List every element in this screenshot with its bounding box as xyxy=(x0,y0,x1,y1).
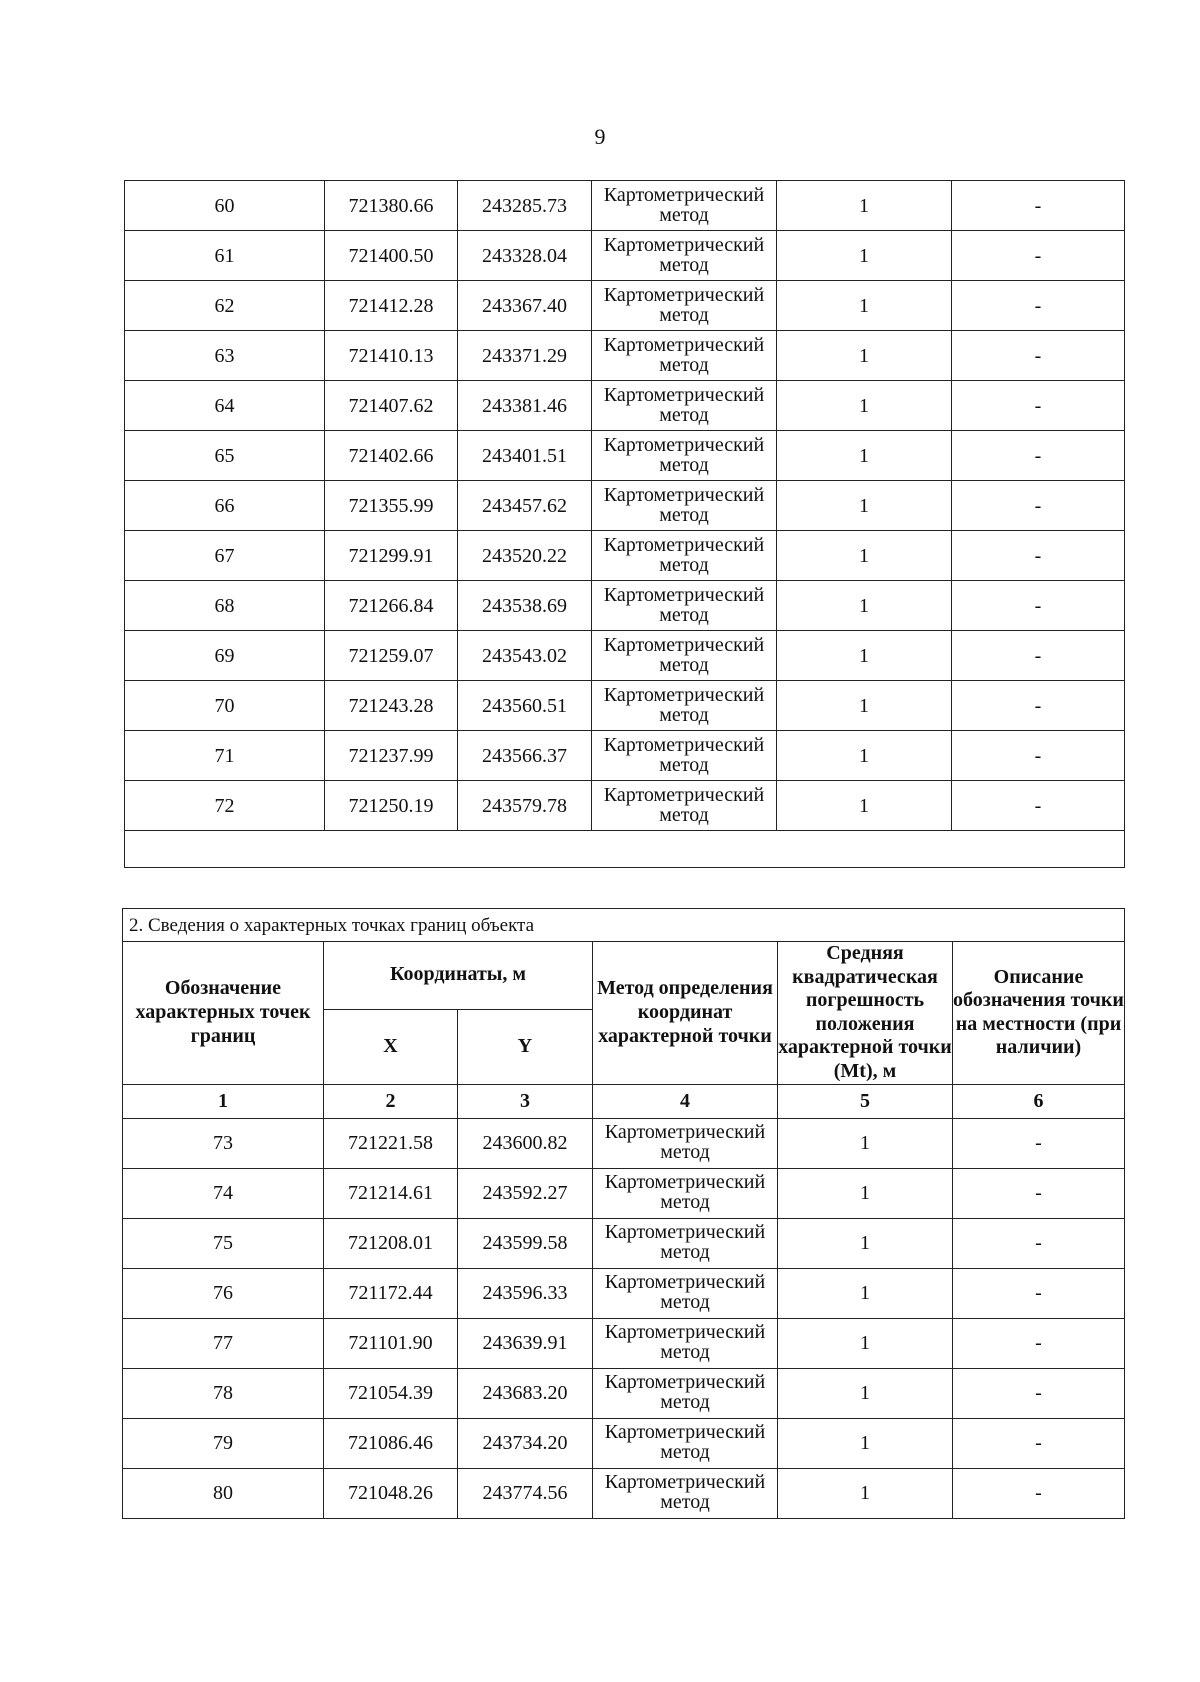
point-number-cell: 69 xyxy=(125,631,325,681)
error-cell: 1 xyxy=(778,1418,953,1468)
description-cell: - xyxy=(952,531,1125,581)
method-cell: Картометрический метод xyxy=(593,1368,778,1418)
table-row xyxy=(125,381,1125,431)
description-cell: - xyxy=(952,481,1125,531)
point-number-cell: 61 xyxy=(125,231,325,281)
description-cell: - xyxy=(952,431,1125,481)
coord-x-cell: 721266.84 xyxy=(325,581,458,631)
table-row xyxy=(125,331,1125,381)
column-number: 6 xyxy=(953,1084,1125,1118)
coord-x-cell: 721214.61 xyxy=(324,1168,458,1218)
table-row xyxy=(125,581,1125,631)
method-cell: Картометрический метод xyxy=(593,1218,778,1268)
coord-x-cell: 721410.13 xyxy=(325,331,458,381)
method-cell: Картометрический метод xyxy=(592,181,777,231)
point-number-cell: 71 xyxy=(125,731,325,781)
table-row xyxy=(125,231,1125,281)
error-cell: 1 xyxy=(778,1168,953,1218)
coord-x-cell: 721101.90 xyxy=(324,1318,458,1368)
point-number-cell: 77 xyxy=(123,1318,324,1368)
method-cell: Картометрический метод xyxy=(592,231,777,281)
header-x: X xyxy=(324,1009,458,1084)
point-number-cell: 79 xyxy=(123,1418,324,1468)
coordinates-table-continued xyxy=(124,180,1125,868)
table-row xyxy=(125,281,1125,331)
header-y: Y xyxy=(458,1009,593,1084)
description-cell: - xyxy=(953,1268,1125,1318)
description-cell: - xyxy=(952,281,1125,331)
table-row xyxy=(123,1268,1125,1318)
table-row xyxy=(125,481,1125,531)
coord-y-cell: 243599.58 xyxy=(458,1218,593,1268)
point-number-cell: 72 xyxy=(125,781,325,831)
method-cell: Картометрический метод xyxy=(592,331,777,381)
description-cell: - xyxy=(952,181,1125,231)
coord-y-cell: 243538.69 xyxy=(458,581,592,631)
coord-x-cell: 721299.91 xyxy=(325,531,458,581)
description-cell: - xyxy=(953,1418,1125,1468)
table2-body xyxy=(123,1118,1125,1518)
method-cell: Картометрический метод xyxy=(592,531,777,581)
error-cell: 1 xyxy=(777,231,952,281)
table-row xyxy=(125,731,1125,781)
method-cell: Картометрический метод xyxy=(592,431,777,481)
method-cell: Картометрический метод xyxy=(593,1418,778,1468)
error-cell: 1 xyxy=(777,681,952,731)
table-row xyxy=(123,1418,1125,1468)
error-cell: 1 xyxy=(777,181,952,231)
coord-x-cell: 721250.19 xyxy=(325,781,458,831)
coord-y-cell: 243285.73 xyxy=(458,181,592,231)
column-number: 4 xyxy=(593,1084,778,1118)
table-row xyxy=(125,531,1125,581)
table-row xyxy=(123,1168,1125,1218)
column-number: 2 xyxy=(324,1084,458,1118)
table-row xyxy=(125,431,1125,481)
coord-y-cell: 243367.40 xyxy=(458,281,592,331)
point-number-cell: 74 xyxy=(123,1168,324,1218)
header-method: Метод определения координат характерной точки xyxy=(593,942,778,1085)
description-cell: - xyxy=(953,1468,1125,1518)
error-cell: 1 xyxy=(778,1268,953,1318)
method-cell: Картометрический метод xyxy=(592,731,777,781)
error-cell: 1 xyxy=(777,581,952,631)
coord-x-cell: 721259.07 xyxy=(325,631,458,681)
empty-cell xyxy=(125,831,1125,868)
description-cell: - xyxy=(952,581,1125,631)
error-cell: 1 xyxy=(778,1318,953,1368)
coord-y-cell: 243579.78 xyxy=(458,781,592,831)
method-cell: Картометрический метод xyxy=(593,1318,778,1368)
coord-y-cell: 243639.91 xyxy=(458,1318,593,1368)
method-cell: Картометрический метод xyxy=(593,1168,778,1218)
method-cell: Картометрический метод xyxy=(592,281,777,331)
error-cell: 1 xyxy=(777,381,952,431)
table-title: 2. Сведения о характерных точках границ объекта xyxy=(123,909,1125,942)
coord-y-cell: 243328.04 xyxy=(458,231,592,281)
header-description: Описание обозначения точки на местности (при наличии) xyxy=(953,942,1125,1085)
error-cell: 1 xyxy=(777,331,952,381)
coord-x-cell: 721086.46 xyxy=(324,1418,458,1468)
point-number-cell: 60 xyxy=(125,181,325,231)
coord-x-cell: 721208.01 xyxy=(324,1218,458,1268)
point-number-cell: 64 xyxy=(125,381,325,431)
description-cell: - xyxy=(952,731,1125,781)
method-cell: Картометрический метод xyxy=(592,381,777,431)
coord-y-cell: 243683.20 xyxy=(458,1368,593,1418)
table-row xyxy=(125,181,1125,231)
description-cell: - xyxy=(953,1368,1125,1418)
point-number-cell: 62 xyxy=(125,281,325,331)
point-number-cell: 68 xyxy=(125,581,325,631)
method-cell: Картометрический метод xyxy=(593,1268,778,1318)
error-cell: 1 xyxy=(778,1368,953,1418)
method-cell: Картометрический метод xyxy=(593,1468,778,1518)
coord-x-cell: 721054.39 xyxy=(324,1368,458,1418)
description-cell: - xyxy=(953,1318,1125,1368)
method-cell: Картометрический метод xyxy=(592,781,777,831)
coord-x-cell: 721243.28 xyxy=(325,681,458,731)
coord-y-cell: 243592.27 xyxy=(458,1168,593,1218)
description-cell: - xyxy=(952,631,1125,681)
point-number-cell: 76 xyxy=(123,1268,324,1318)
table1-body xyxy=(125,181,1125,868)
error-cell: 1 xyxy=(778,1218,953,1268)
coord-x-cell: 721048.26 xyxy=(324,1468,458,1518)
point-number-cell: 65 xyxy=(125,431,325,481)
error-cell: 1 xyxy=(777,431,952,481)
table-row xyxy=(125,681,1125,731)
error-cell: 1 xyxy=(778,1118,953,1168)
point-number-cell: 75 xyxy=(123,1218,324,1268)
coord-y-cell: 243520.22 xyxy=(458,531,592,581)
point-number-cell: 63 xyxy=(125,331,325,381)
table-row xyxy=(125,781,1125,831)
coord-y-cell: 243566.37 xyxy=(458,731,592,781)
coord-x-cell: 721221.58 xyxy=(324,1118,458,1168)
point-number-cell: 73 xyxy=(123,1118,324,1168)
table-row xyxy=(123,1318,1125,1368)
method-cell: Картометрический метод xyxy=(592,581,777,631)
coord-y-cell: 243371.29 xyxy=(458,331,592,381)
description-cell: - xyxy=(952,331,1125,381)
error-cell: 1 xyxy=(777,281,952,331)
point-number-cell: 80 xyxy=(123,1468,324,1518)
coord-x-cell: 721237.99 xyxy=(325,731,458,781)
coord-x-cell: 721400.50 xyxy=(325,231,458,281)
coord-x-cell: 721380.66 xyxy=(325,181,458,231)
method-cell: Картометрический метод xyxy=(592,631,777,681)
coord-x-cell: 721412.28 xyxy=(325,281,458,331)
coord-y-cell: 243734.20 xyxy=(458,1418,593,1468)
description-cell: - xyxy=(952,781,1125,831)
error-cell: 1 xyxy=(777,731,952,781)
description-cell: - xyxy=(952,681,1125,731)
error-cell: 1 xyxy=(778,1468,953,1518)
description-cell: - xyxy=(952,381,1125,431)
table-row xyxy=(123,1218,1125,1268)
coord-y-cell: 243596.33 xyxy=(458,1268,593,1318)
table-row xyxy=(123,1468,1125,1518)
description-cell: - xyxy=(953,1218,1125,1268)
table-row xyxy=(125,631,1125,681)
coord-y-cell: 243381.46 xyxy=(458,381,592,431)
point-number-cell: 70 xyxy=(125,681,325,731)
boundary-points-table xyxy=(122,908,1125,1519)
header-designation: Обозначение характерных точек границ xyxy=(123,942,324,1085)
coord-y-cell: 243543.02 xyxy=(458,631,592,681)
point-number-cell: 67 xyxy=(125,531,325,581)
empty-row xyxy=(125,831,1125,868)
error-cell: 1 xyxy=(777,531,952,581)
table-row xyxy=(123,1368,1125,1418)
header-coordinates: Координаты, м xyxy=(324,942,593,1010)
error-cell: 1 xyxy=(777,481,952,531)
method-cell: Картометрический метод xyxy=(592,681,777,731)
column-number: 3 xyxy=(458,1084,593,1118)
method-cell: Картометрический метод xyxy=(593,1118,778,1168)
coord-y-cell: 243401.51 xyxy=(458,431,592,481)
point-number-cell: 78 xyxy=(123,1368,324,1418)
coord-y-cell: 243774.56 xyxy=(458,1468,593,1518)
column-number: 5 xyxy=(778,1084,953,1118)
coord-x-cell: 721355.99 xyxy=(325,481,458,531)
error-cell: 1 xyxy=(777,631,952,681)
page-number: 9 xyxy=(594,124,606,149)
description-cell: - xyxy=(953,1168,1125,1218)
coord-y-cell: 243457.62 xyxy=(458,481,592,531)
point-number-cell: 66 xyxy=(125,481,325,531)
error-cell: 1 xyxy=(777,781,952,831)
method-cell: Картометрический метод xyxy=(592,481,777,531)
description-cell: - xyxy=(952,231,1125,281)
coord-y-cell: 243560.51 xyxy=(458,681,592,731)
coord-y-cell: 243600.82 xyxy=(458,1118,593,1168)
coord-x-cell: 721172.44 xyxy=(324,1268,458,1318)
coord-x-cell: 721407.62 xyxy=(325,381,458,431)
table-row xyxy=(123,1118,1125,1168)
column-number: 1 xyxy=(123,1084,324,1118)
coord-x-cell: 721402.66 xyxy=(325,431,458,481)
header-error: Средняя квадратическая погрешность положения характерной точки (Mt), м xyxy=(778,942,953,1085)
description-cell: - xyxy=(953,1118,1125,1168)
